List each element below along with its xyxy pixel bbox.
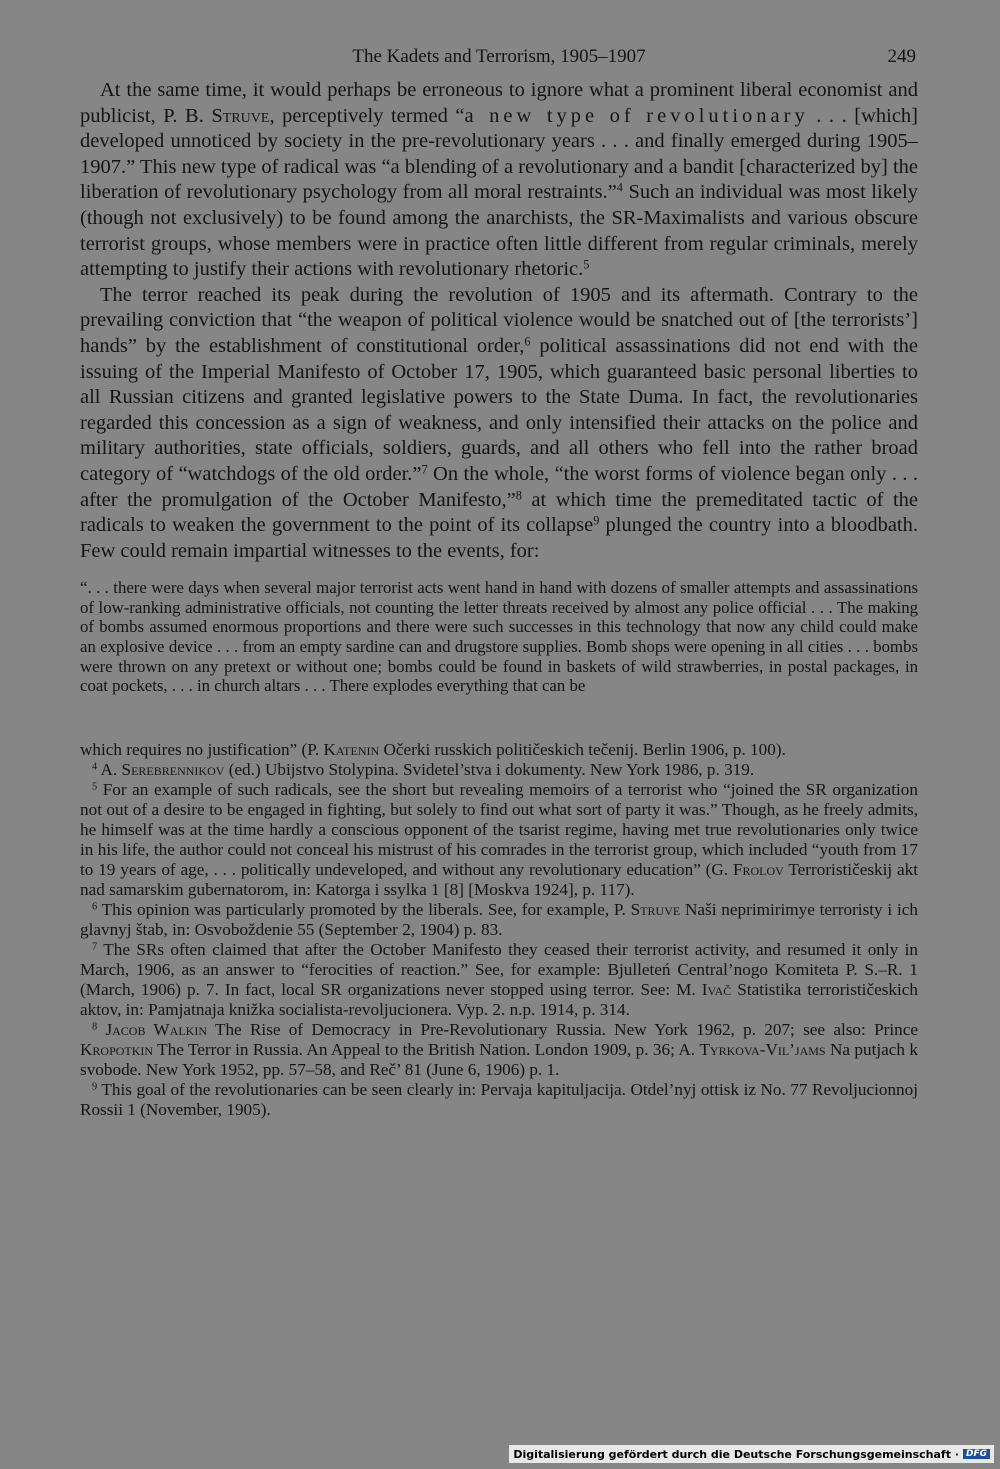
running-head-title: The Kadets and Terrorism, 1905–1907 [352, 46, 646, 67]
digitization-credit [509, 1445, 994, 1463]
page-number: 249 [887, 46, 916, 67]
running-head [80, 40, 918, 78]
footnote-6: $^6$ This opinion was particularly promoted by the liberals. See, for example, P. Struve Naši neprimirimye terroristy i ich glavnyj štab, in: Osvoboždenie 55 (September 2, 1904) p. 83. [80, 899, 918, 939]
dfg-logo: DFG [963, 1449, 990, 1459]
footnote-9: $^9$ This goal of the revolutionaries can be seen clearly in: Pervaja kapituljacija. Otdel’nyj ottisk iz No. 77 Revoljucionnoj Rossii 1 (November, 1905). [80, 1079, 918, 1119]
quote-continuation: which requires no justification” (P. Katenin Očerki russkich političeskich tečenij. Berlin 1906, p. 100). [80, 739, 786, 759]
footnote-ref-6: 6 [524, 334, 531, 349]
footnote-ref-7: 7 [421, 462, 428, 477]
footnotes [80, 760, 918, 1120]
main-text [80, 78, 918, 564]
block-quote: “. . . there were days when several major terrorist acts went hand in hand with dozens of smaller attempts and assassinations of low-ranking administrative officials, not counting the letter threats received by almost any police official . . . The making of bombs assumed enormous proportions and there were such successes in this technology that now any child could make an explosive device . . . from an empty sardine can and drugstore supplies. Bomb shops were opening in all cities . . . bombs were thrown on any pretext or without one; bombs could be found in baskets of wild strawberries, in postal packages, in coat pockets, . . . in church altars . . . There explodes everything that can be [80, 578, 918, 696]
footnote-8: $^8$ Jacob Walkin The Rise of Democracy in Pre-Revolutionary Russia. New York 1962, p. 207; see also: Prince Kropotkin The Terror in Russia. An Appeal to the British Nation. London 1909, p. 36; A. Tyrkova-Vil’jams Na putjach k svobode. New York 1952, pp. 57–58, and Reč’ 81 (June 6, 1906) p. 1. [80, 1019, 918, 1079]
credit-text: Digitalisierung gefördert durch die Deutsche Forschungsgemeinschaft · [513, 1447, 959, 1461]
footnote-ref-5: 5 [583, 257, 590, 272]
footnote-ref-4: 4 [616, 180, 623, 195]
author-name: Struve [211, 104, 270, 127]
paragraph-1: At the same time, it would perhaps be erroneous to ignore what a prominent liberal economist and publicist, P. B. Struve, perceptively termed “a new type of revolutionary . . . [which] developed unnoticed by society in the pre-revolutionary years . . . and finally emerged during 1905–1907.” This new type of radical was “a blending of a revolutionary and a bandit [characterized by] the liberation of revolutionary psychology from all moral restraints.”$^4$ Such an individual was most likely (though not exclusively) to be found among the anarchists, the SR-Maximalists and various obscure terrorist groups, whose members were in practice often little different from regular criminals, merely attempting to justify their actions with revolutionary rhetoric.$^5$ [80, 79, 918, 281]
spaced-emphasis: a new type of revolutionary [464, 104, 809, 127]
footnote-ref-9: 9 [593, 513, 600, 528]
paragraph-2: The terror reached its peak during the revolution of 1905 and its aftermath. Contrary to the prevailing conviction that “the weapon of political violence would be snatched out of [the terrorists’] hands” by the establishment of constitutional order,$^6$ political assassinations did not end with the issuing of the Imperial Manifesto of October 17, 1905, which guaranteed basic personal liberties to all Russian citizens and granted legislative powers to the State Duma. In fact, the revolutionaries regarded this concession as a sign of weakness, and only intensified their attacks on the police and military authorities, state officials, soldiers, guards, and all others who fell into the rather broad category of “watchdogs of the old order.”$^7$ On the whole, “the worst forms of violence began only . . . after the promulgation of the October Manifesto,”$^8$ at which time the premeditated tactic of the radicals to weaken the government to the point of its collapse$^9$ plunged the country into a bloodbath. Few could remain impartial witnesses to the events, for: [80, 283, 918, 562]
author-name: Katenin [323, 739, 380, 759]
book-page [80, 40, 918, 1120]
footnote-7: $^7$ The SRs often claimed that after the October Manifesto they ceased their terrorist activity, and resumed it only in March, 1906, as an answer to “ferocities of reaction.” See, for example: Bjulleteń Central’nogo Komiteta P. S.–R. 1 (March, 1906) p. 7. In fact, local SR organizations never stopped using terror. See: M. Ivač Statistika terrorističeskich aktov, in: Pamjatnaja knižka socialista-revoljucionera. Vyp. 2. n.p. 1914, p. 314. [80, 939, 918, 1019]
footnote-5: $^5$ For an example of such radicals, see the short but revealing memoirs of a terrorist who “joined the SR organization not out of a desire to be engaged in fighting, but solely to find out what sort of party it was.” Though, as he freely admits, he himself was at the time hardly a conscious opponent of the tsarist regime, having met true revolutionaries only twice in his life, the author could not conceal his mistrust of his comrades in the terrorist group, which included “youth from 17 to 19 years of age, . . . politically undeveloped, and without any revolutionary education” (G. Frolov Terrorističeskij akt nad samarskim gubernatorom, in: Katorga i ssylka 1 [8] [Moskva 1924], p. 117). [80, 779, 918, 899]
footnote-4: $^4$ A. Serebrennikov (ed.) Ubijstvo Stolypina. Svidetel’stva i dokumenty. New York 1986, p. 319. [92, 759, 755, 779]
footnote-ref-8: 8 [515, 487, 522, 502]
